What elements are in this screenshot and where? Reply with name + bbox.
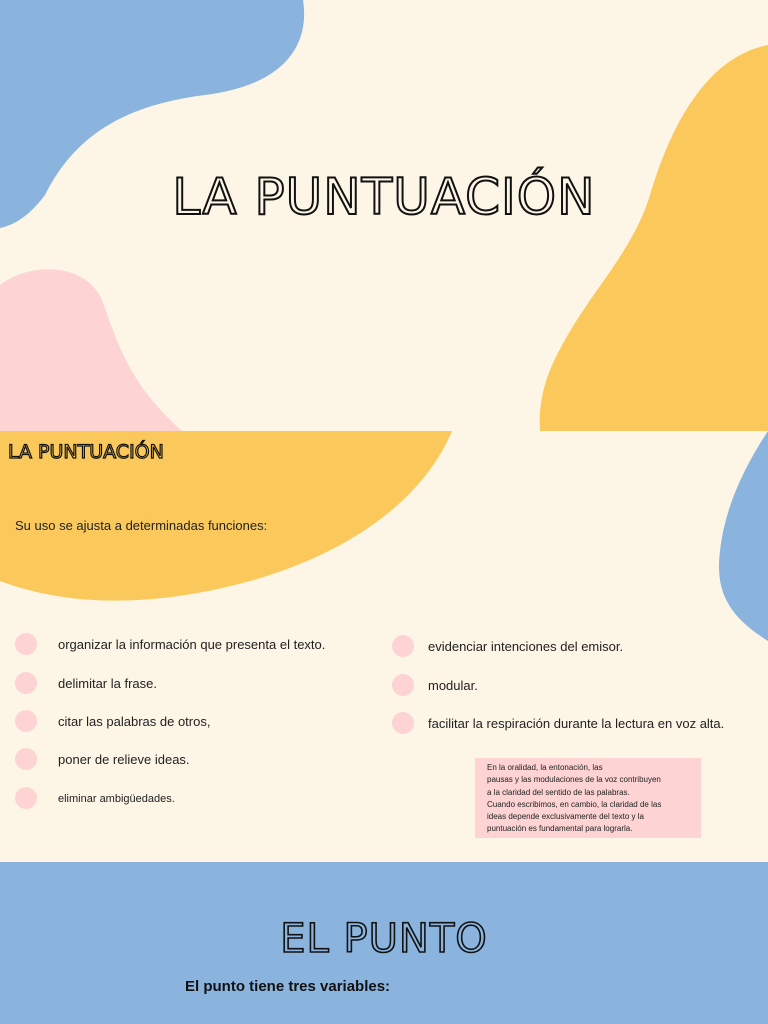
bullet-dot xyxy=(15,633,37,655)
list-item-text: evidenciar intenciones del emisor. xyxy=(428,639,624,654)
list-item-text: facilitar la respiración durante la lectura en voz alta. xyxy=(428,716,725,731)
pink-blob xyxy=(0,269,182,431)
blue-blob xyxy=(719,431,768,641)
bullet-dot xyxy=(15,672,37,694)
bullet-dot xyxy=(392,712,414,734)
bullet-dot xyxy=(392,674,414,696)
section-title: LA PUNTUACIÓN xyxy=(8,441,164,463)
list-item-text: modular. xyxy=(428,678,478,693)
bullet-dot xyxy=(392,635,414,657)
page-title: LA PUNTUACIÓN xyxy=(172,168,596,226)
note-text: En la oralidad, la entonación, las pausas y las modulaciones de la voz contribuyen a la claridad del sentido de las palabras. Cuando escribimos, en cambio, la claridad de las ideas depende exclusivamente del texto y la puntuación es fundamental para lograrla. xyxy=(487,763,662,834)
list-item-text: organizar la información que presenta el texto. xyxy=(58,637,326,652)
yellow-blob xyxy=(540,45,768,431)
bullet-dot xyxy=(15,748,37,770)
intro-text: Su uso se ajusta a determinadas funciones: xyxy=(15,518,268,533)
punto-slide xyxy=(0,862,768,1024)
note-box xyxy=(475,758,701,838)
list-item-text: delimitar la frase. xyxy=(58,676,157,691)
section-title: EL PUNTO xyxy=(280,916,488,962)
list-item-text: poner de relieve ideas. xyxy=(58,752,190,767)
list-item-text: citar las palabras de otros, xyxy=(58,714,211,729)
list-item-text: eliminar ambigüedades. xyxy=(58,793,175,805)
bullet-dot xyxy=(15,787,37,809)
title-slide xyxy=(0,0,768,431)
bullet-dot xyxy=(15,710,37,732)
functions-slide xyxy=(0,431,768,862)
subtitle-text: El punto tiene tres variables: xyxy=(185,978,391,995)
